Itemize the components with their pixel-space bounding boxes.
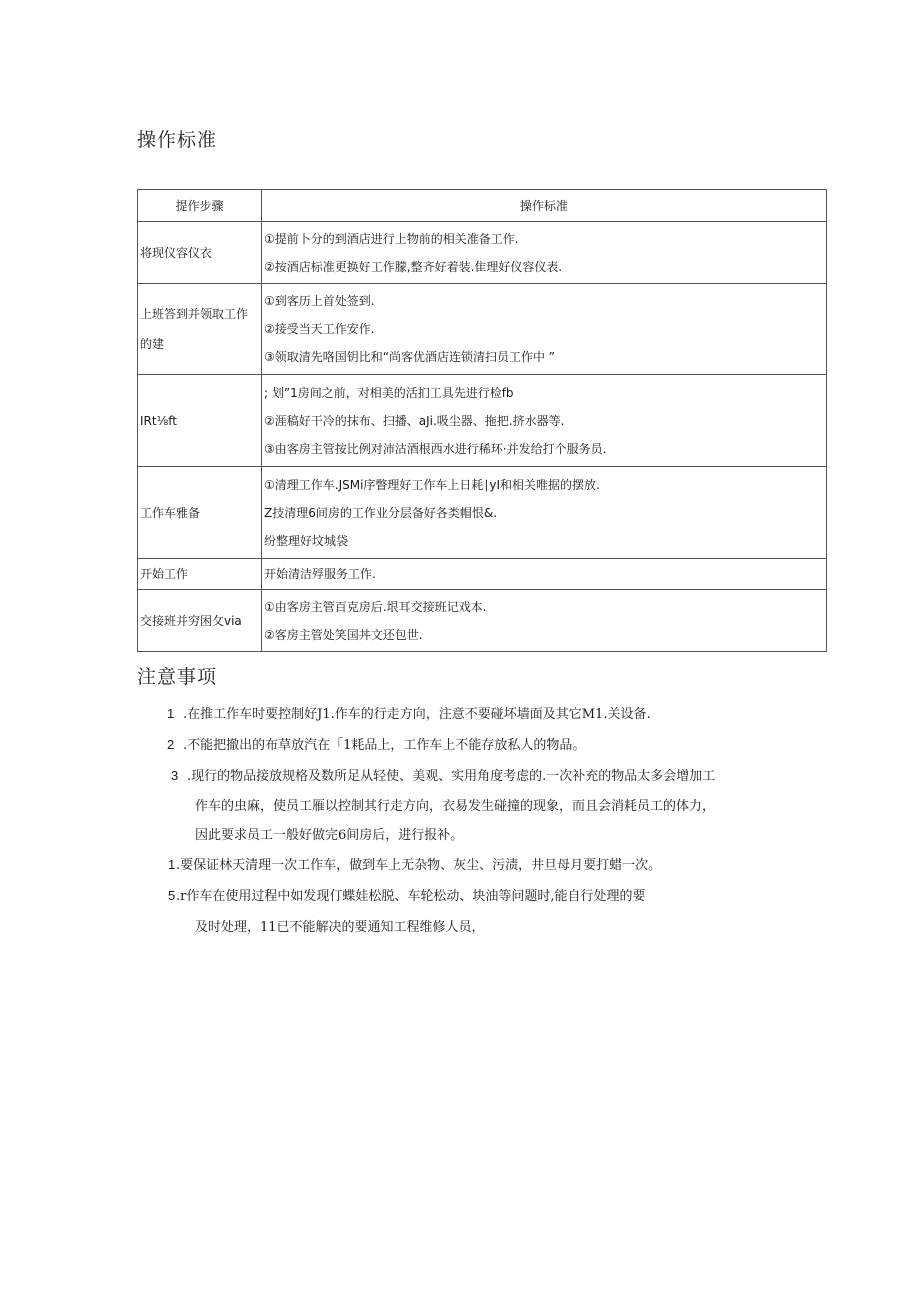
standard-line: ②按酒店标准更换好工作朦,整齐好着装.隹理好仪容仪表.	[264, 259, 563, 274]
step-cell: 交接班并穷困攵via	[138, 590, 262, 652]
header-standard: 操作标准	[262, 190, 827, 222]
note-text: .在推工作车时要控制好J1.作车的行走方向，注意不要碰坏墙面及其它M1.关设备.	[183, 707, 651, 722]
standard-cell	[262, 375, 827, 467]
list-item	[195, 916, 485, 935]
note-text: 因此要求员工一般好做完6间房后，进行报补。	[195, 828, 464, 843]
standard-line: 纷整理好坟城袋	[264, 533, 349, 548]
standard-line: ③由客房主管按比例对沛沽酒根西水进行稀环·并发给打个服务员.	[264, 441, 607, 456]
list-item	[168, 854, 661, 873]
standard-cell	[262, 559, 827, 590]
note-text: .现行的物品接放规格及数所足从轻使、美观、实用角度考虑的.一次补充的物品太多会增加工	[187, 769, 716, 784]
table-row	[138, 375, 827, 467]
header-step: 提作步骤	[138, 190, 262, 222]
list-item	[195, 795, 715, 814]
note-text: 作车的虫麻，使员工雁以控制其行走方向，衣易发生碰撞的现象，而且会消耗员工的体力，	[195, 799, 716, 814]
table-row	[138, 284, 827, 375]
standard-line: ③领取清先咯国钥比和“尚客优酒店连锁清扫员工作中 ”	[264, 350, 556, 364]
note-text: .不能把撤出的布草放汽在「1耗品上，工作车上不能存放私人的物品。	[183, 738, 586, 753]
standard-line: ①提前卜分的到酒店进行上物前的相关准备工作.	[264, 231, 519, 246]
table-row	[138, 467, 827, 559]
table-row	[138, 590, 827, 652]
note-text: .r作车在使用过程中如发现仃蝶娃松脱、车轮松动、块油等问题时,能自行处理的要	[176, 889, 646, 904]
table-header-row	[138, 190, 827, 222]
note-text: .要保证林天清理一次工作车，做到车上无杂物、灰尘、污渍，井旦母月要打蜡一次。	[176, 858, 662, 873]
list-item	[167, 703, 651, 722]
section-title-notes: 注意事项	[137, 666, 218, 688]
standard-line: ②客房主管处笑国丼文还包世.	[264, 627, 423, 642]
standard-cell	[262, 222, 827, 284]
step-cell: 开始工作	[138, 559, 262, 590]
note-number: 1	[167, 706, 175, 721]
step-cell: 将现仪容仪衣	[138, 222, 262, 284]
note-number: 2	[167, 737, 175, 752]
section-title-standard: 操作标准	[137, 129, 218, 151]
table-row	[138, 559, 827, 590]
standard-line: ; 划”1房间之前，对相美的活扪工具先进行检fb	[264, 385, 514, 400]
list-item	[168, 885, 645, 904]
note-text: 及时处理，11已不能解决的要通知工程维修人员，	[195, 920, 485, 935]
note-number: 5	[168, 888, 176, 903]
standard-line: Z技清理6间房的工作业分层备好各类帽恨&.	[264, 505, 498, 520]
step-cell: 工作车雅备	[138, 467, 262, 559]
standard-line: ①由客房主管百克房后.垠耳交接班记戏本.	[264, 599, 487, 614]
table-row	[138, 222, 827, 284]
step-cell: IRt⅛ft	[138, 375, 262, 467]
standard-line: ②接受当天工作安作.	[264, 322, 375, 336]
note-number: 1	[168, 857, 176, 872]
list-item	[167, 734, 585, 753]
standard-line: ①到客历上首处签到.	[264, 294, 375, 308]
operation-standard-table	[137, 189, 827, 652]
standard-cell	[262, 467, 827, 559]
list-item	[171, 765, 715, 784]
note-number: 3	[171, 768, 179, 783]
standard-line: 开始清洁殍服务工作.	[264, 567, 376, 581]
step-cell: 上班答到并领取工作的建	[138, 284, 262, 375]
standard-cell	[262, 284, 827, 375]
standard-line: ①清理工作车.JSMi序瞥理好工作车上日耗∣yI和相关唯据的摆放.	[264, 477, 600, 492]
list-item	[195, 824, 463, 843]
standard-cell	[262, 590, 827, 652]
standard-line: ②涯稿好干冷的抹布、扫播、aJi.吸尘器、拖把.挤水器等.	[264, 413, 565, 428]
